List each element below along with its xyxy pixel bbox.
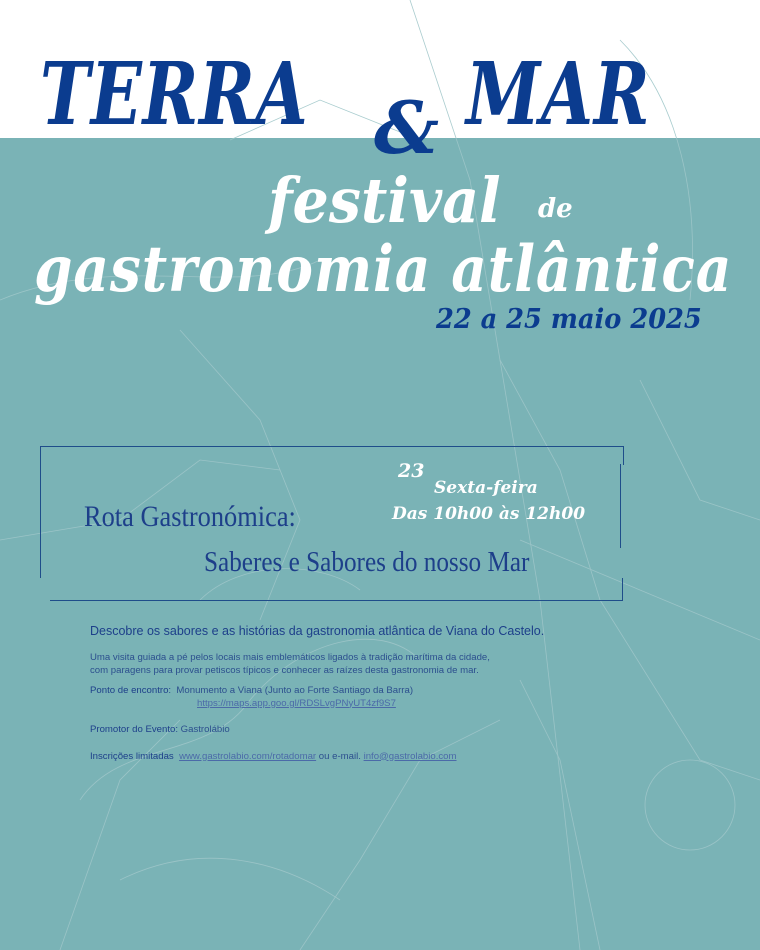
festival-word: festival (268, 164, 501, 237)
meeting-place: Monumento a Viana (Junto ao Forte Santiago da Barra) (176, 685, 414, 696)
event-details (90, 624, 690, 777)
promoter (90, 724, 690, 737)
description-line-2: com paragens para provar petiscos típicos e conhecer as raízes desta gastronomia de mar. (90, 664, 479, 676)
description-line-1: Uma visita guiada a pé pelos locais mais emblemáticos ligados à tradição marítima da cidade, (90, 652, 490, 663)
promoter-value: Gastrolábio (180, 724, 230, 735)
details-lead: Descobre os sabores e as histórias da gastronomia atlântica de Viana do Castelo. (90, 624, 545, 638)
meeting-map-link[interactable]: https://maps.app.goo.gl/RDSLvgPNyUT4zf9S7 (197, 697, 396, 709)
meeting-point (90, 685, 690, 710)
details-description (90, 652, 690, 677)
festival-dates: 22 a 25 maio 2025 (436, 304, 702, 335)
event-time-range: Das 10h00 às 12h00 (392, 504, 586, 524)
title-mar: MAR (466, 44, 651, 145)
event-title: Rota Gastronómica: (84, 500, 296, 533)
event-frame-bottom (50, 578, 623, 601)
event-subtitle: Saberes e Sabores do nosso Mar (204, 547, 530, 578)
event-day-name: Sexta-feira (434, 478, 538, 498)
registration-email-link[interactable]: info@gastrolabio.com (363, 750, 457, 762)
meeting-label: Ponto de encontro: (90, 685, 172, 696)
event-day-number: 23 (398, 460, 425, 482)
title-terra: TERRA (40, 44, 309, 145)
festival-subject: gastronomia atlântica (34, 232, 733, 307)
event-frame-right (620, 464, 621, 548)
event-frame-left (40, 464, 41, 578)
event-frame-top (40, 446, 624, 465)
registration-or: ou e-mail. (318, 750, 361, 762)
promoter-label: Promotor do Evento: (90, 724, 178, 735)
festival-de: de (538, 194, 573, 224)
registration-label: Inscrições limitadas (90, 750, 174, 762)
registration-url-link[interactable]: www.gastrolabio.com/rotadomar (179, 750, 317, 762)
registration (90, 751, 690, 764)
title-ampersand: & (374, 85, 440, 170)
